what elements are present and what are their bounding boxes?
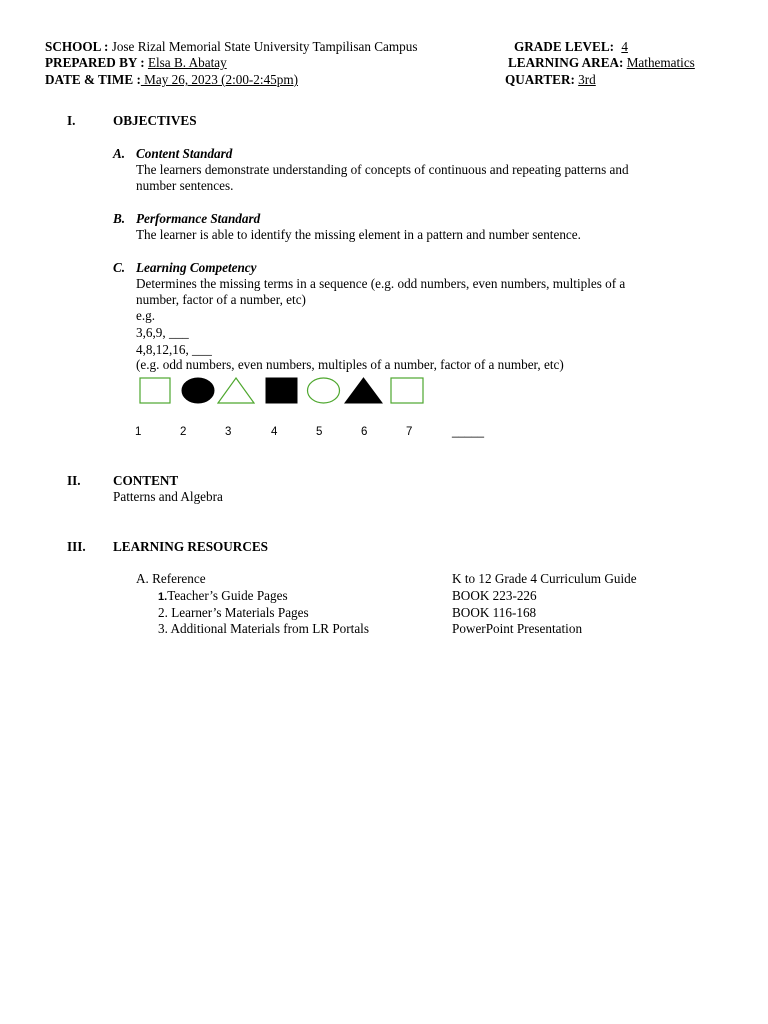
area-value: Mathematics (626, 55, 695, 70)
square-outline-icon (139, 377, 171, 404)
sequence-example-2: 4,8,12,16, ___ (136, 342, 212, 357)
learning-competency-text-1: Determines the missing terms in a sequence (e.g. odd numbers, even numbers, multiples of a (136, 276, 626, 291)
quarter-line (505, 72, 596, 88)
resource-item (158, 605, 309, 621)
performance-standard-text: The learner is able to identify the missing element in a pattern and number sentence. (136, 227, 581, 242)
grade-value: 4 (621, 39, 628, 54)
resource-item-number: 2. (158, 605, 168, 620)
resource-item-label: Additional Materials from LR Portals (167, 621, 369, 636)
resource-item-value: PowerPoint Presentation (452, 621, 583, 636)
datetime-label: DATE & TIME : (45, 72, 141, 87)
prepared-value: Elsa B. Abatay (147, 55, 227, 70)
square-outline-icon (390, 377, 424, 404)
prepared-label: PREPARED BY : (45, 55, 145, 70)
example-label: e.g. (136, 308, 156, 323)
sequence-example-1: 3,6,9, ___ (136, 325, 189, 340)
section-title-objectives: OBJECTIVES (113, 113, 197, 128)
reference-value: K to 12 Grade 4 Curriculum Guide (452, 571, 637, 586)
grade-label: GRADE LEVEL: (514, 39, 615, 54)
shape-number-1: 1 (135, 426, 142, 438)
resource-item-number: 1. (158, 591, 168, 603)
school-label: SCHOOL : (45, 39, 109, 54)
resource-item-label: Teacher’s Guide Pages (167, 588, 288, 603)
resource-item-value: BOOK 223-226 (452, 588, 537, 603)
resource-item (158, 588, 288, 605)
shape-number-6: 6 (361, 426, 368, 438)
learning-competency-letter: C. (113, 260, 126, 275)
datetime-line (45, 72, 298, 88)
section-numeral-resources: III. (67, 539, 86, 554)
shape-number-2: 2 (180, 426, 187, 438)
performance-standard-letter: B. (113, 211, 126, 226)
circle-filled-icon (181, 377, 215, 404)
prepared-line (45, 55, 227, 71)
learning-competency-title: Learning Competency (136, 260, 257, 275)
shape-number-5: 5 (316, 426, 323, 438)
square-filled-icon (265, 377, 298, 404)
section-title-content: CONTENT (113, 473, 179, 488)
grade-line (514, 39, 628, 55)
datetime-value: May 26, 2023 (2:00-2:45pm) (140, 72, 298, 87)
quarter-label: QUARTER: (505, 72, 575, 87)
content-standard-letter: A. (113, 146, 126, 161)
resource-item-value: BOOK 116-168 (452, 605, 537, 620)
section-title-resources: LEARNING RESOURCES (113, 539, 268, 554)
area-line (508, 55, 695, 71)
shape-number-4: 4 (271, 426, 278, 438)
school-value: Jose Rizal Memorial State University Tampilisan Campus (111, 39, 418, 54)
triangle-outline-icon (217, 377, 255, 404)
resource-item-number: 3. (158, 621, 168, 636)
performance-standard-title: Performance Standard (136, 211, 261, 226)
school-line (45, 39, 417, 55)
shape-number-7: 7 (406, 426, 413, 438)
circle-outline-icon (306, 377, 341, 404)
content-standard-text-2: number sentences. (136, 178, 234, 193)
quarter-value: 3rd (578, 72, 596, 87)
shape-number-3: 3 (225, 426, 232, 438)
learning-competency-text-2: number, factor of a number, etc) (136, 292, 306, 307)
section-numeral-objectives: I. (67, 113, 76, 128)
section-numeral-content: II. (67, 473, 81, 488)
resource-item (158, 621, 369, 637)
area-label: LEARNING AREA: (508, 55, 624, 70)
content-text: Patterns and Algebra (113, 489, 223, 504)
reference-label: A. Reference (136, 571, 206, 586)
triangle-filled-icon (344, 377, 383, 404)
content-standard-title: Content Standard (136, 146, 233, 161)
content-standard-text-1: The learners demonstrate understanding of concepts of continuous and repeating patterns and (136, 162, 629, 177)
resource-item-label: Learner’s Materials Pages (167, 605, 309, 620)
shape-blank: _____ (452, 426, 484, 438)
learning-competency-text-3: (e.g. odd numbers, even numbers, multiples of a number, factor of a number, etc) (136, 357, 564, 372)
